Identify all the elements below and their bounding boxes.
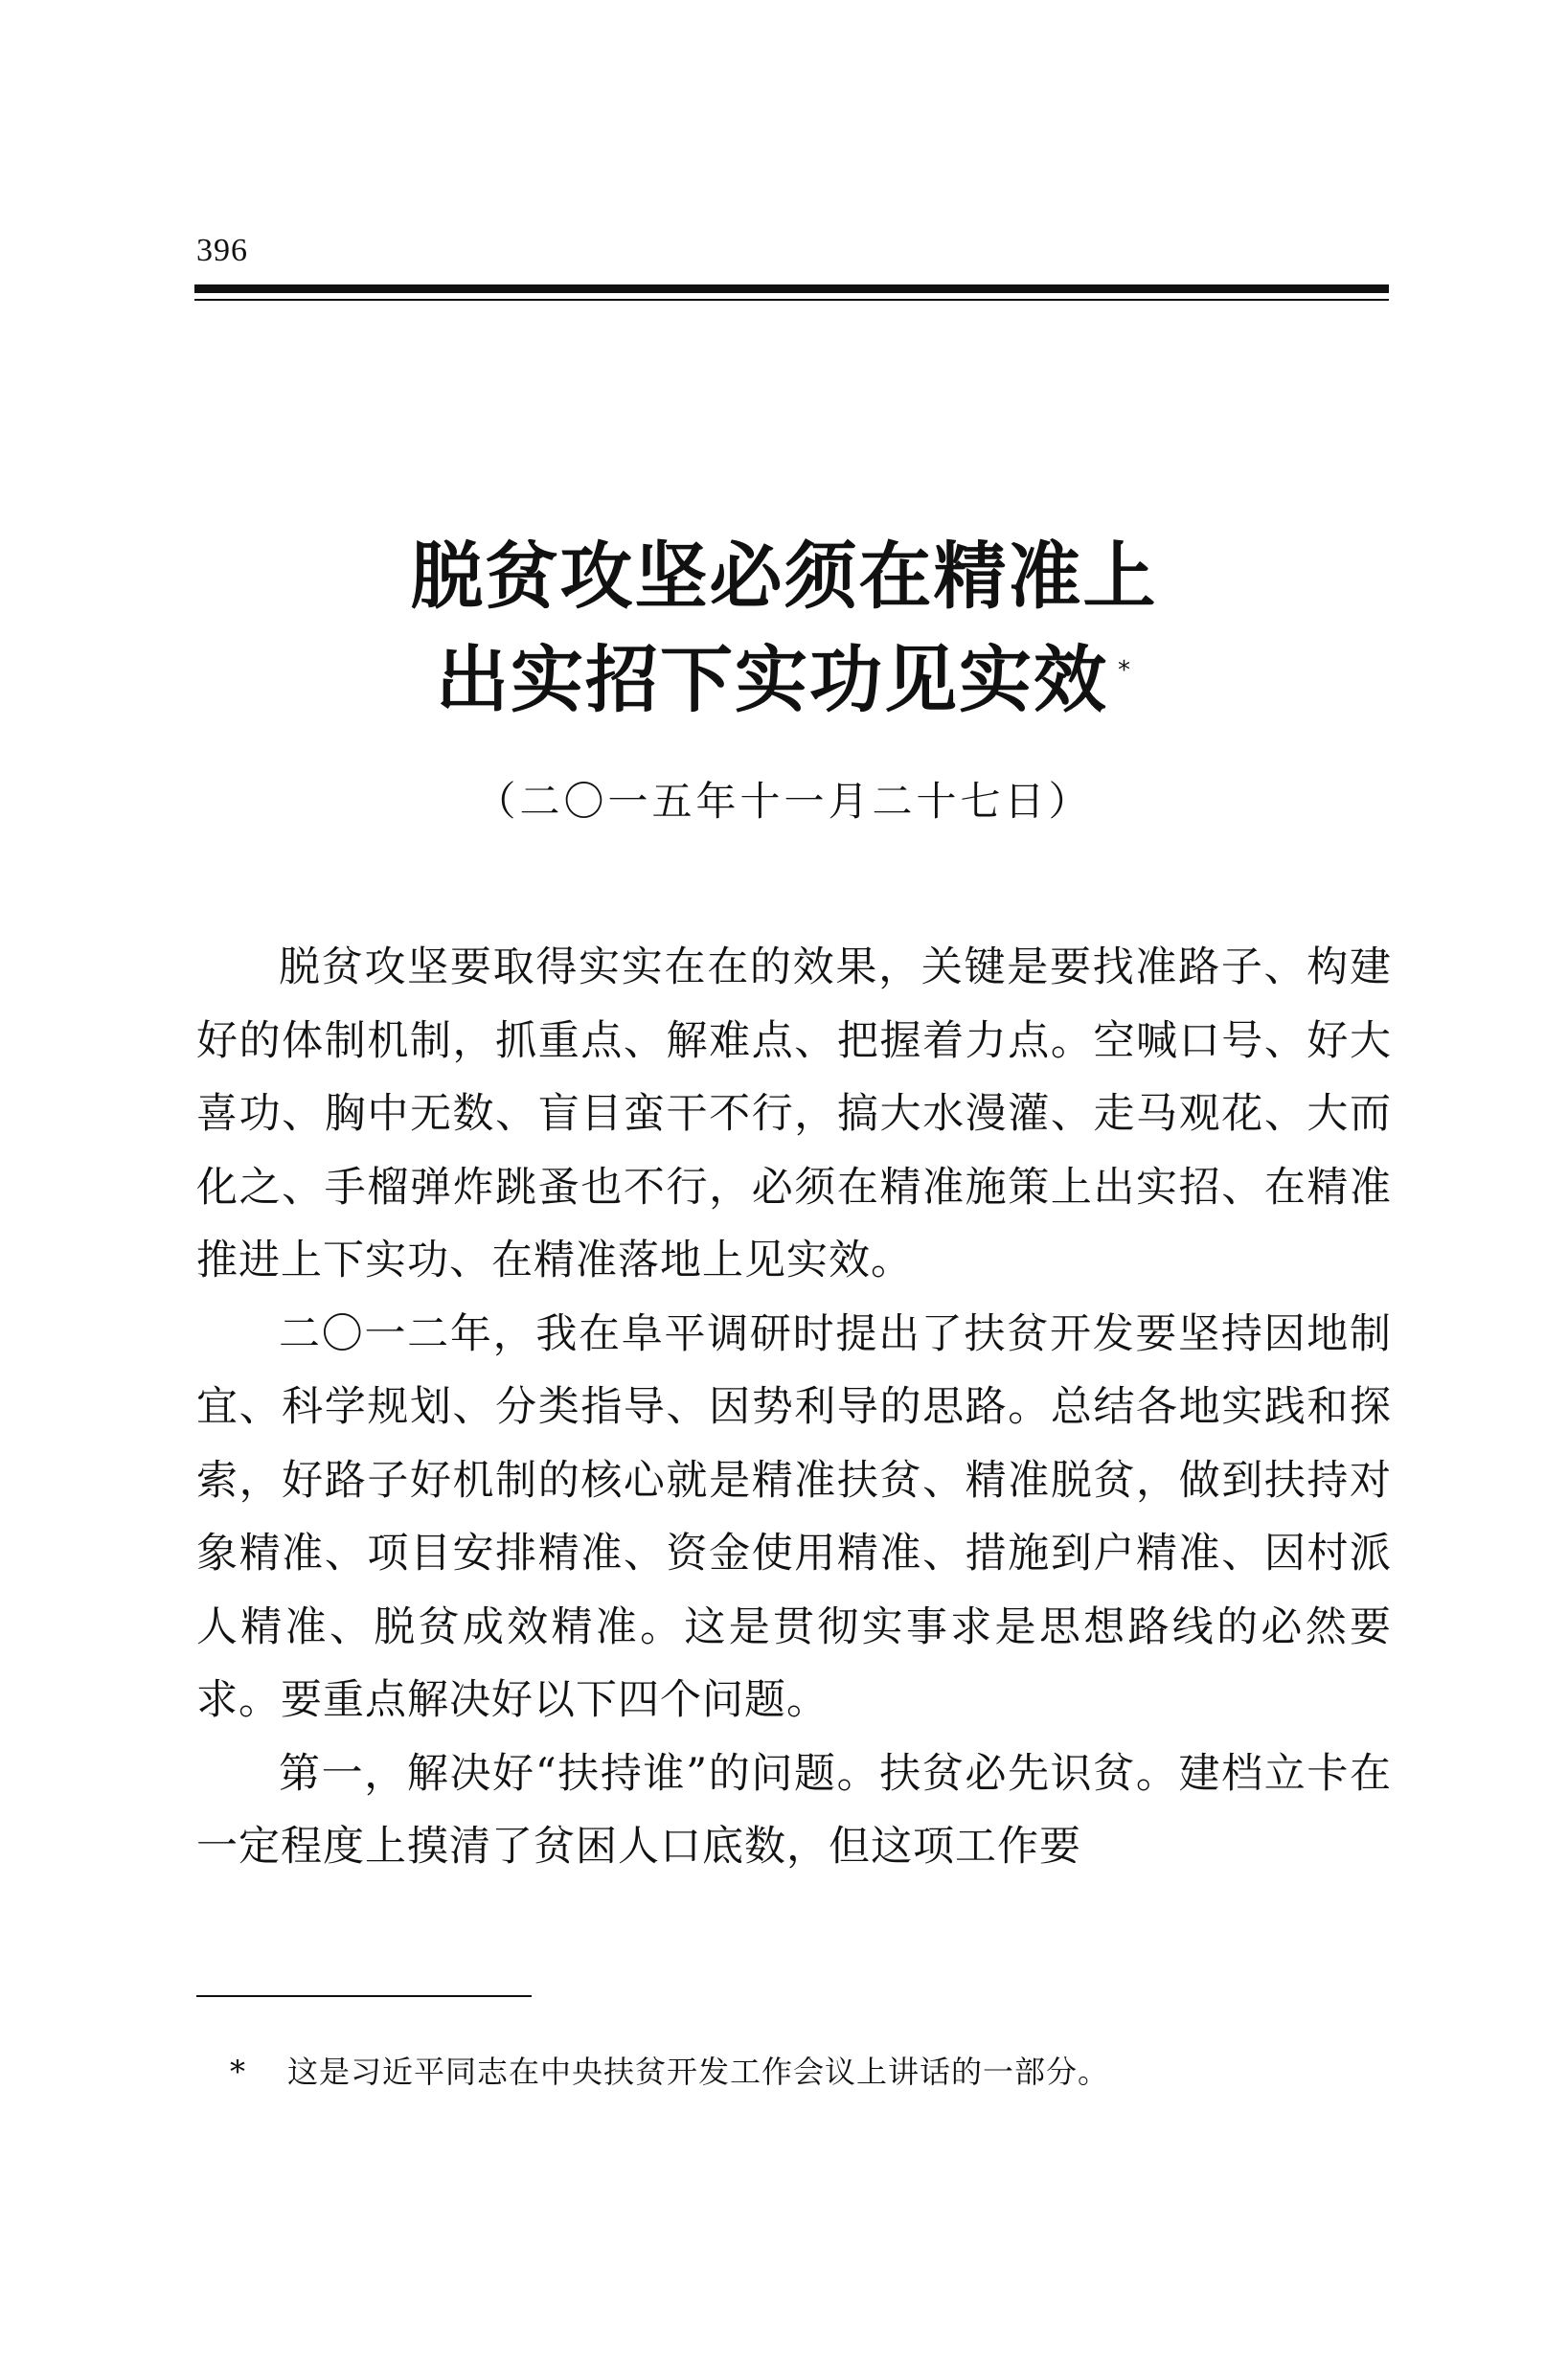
- page-number: 396: [196, 233, 248, 268]
- title-line-2-wrap: [0, 628, 1568, 732]
- title-line-2: 出实招下实功见实效: [436, 637, 1108, 722]
- header-rule: [194, 284, 1389, 301]
- title-footnote-mark: *: [1118, 656, 1132, 685]
- paragraph-3: 第一，解决好“扶持谁”的问题。扶贫必先识贫。建档立卡在一定程度上摸清了贫困人口底数，但这项工作要: [196, 1749, 1392, 1871]
- footnote: [230, 2054, 1109, 2090]
- title-line-1: 脱贫攻坚必须在精准上: [410, 534, 1158, 619]
- footnote-mark: *: [230, 2054, 246, 2090]
- article-title: [0, 525, 1568, 732]
- paragraph-1: 脱贫攻坚要取得实实在在的效果，关键是要找准路子、构建好的体制机制，抓重点、解难点、把握着力点。空喊口号、好大喜功、胸中无数、盲目蛮干不行，搞大水漫灌、走马观花、大而化之、手榴弹炸跳蚤也不行，必须在精准施策上出实招、在精准推进上下实功、在精准落地上见实效。: [196, 943, 1392, 1284]
- article-date: （二〇一五年十一月二十七日）: [475, 778, 1093, 825]
- article-body: [196, 931, 1392, 1884]
- footnote-text: 这是习近平同志在中央扶贫开发工作会议上讲话的一部分。: [287, 2054, 1110, 2090]
- header-rule-thin: [194, 299, 1389, 301]
- footnote-rule: [196, 1995, 532, 1997]
- paragraph-2: 二〇一二年，我在阜平调研时提出了扶贫开发要坚持因地制宜、科学规划、分类指导、因势利导的思路。总结各地实践和探索，好路子好机制的核心就是精准扶贫、精准脱贫，做到扶持对象精准、项目安排精准、资金使用精准、措施到户精准、因村派人精准、脱贫成效精准。这是贯彻实事求是思想路线的必然要求。要重点解决好以下四个问题。: [196, 1309, 1392, 1724]
- header-rule-thick: [194, 284, 1389, 293]
